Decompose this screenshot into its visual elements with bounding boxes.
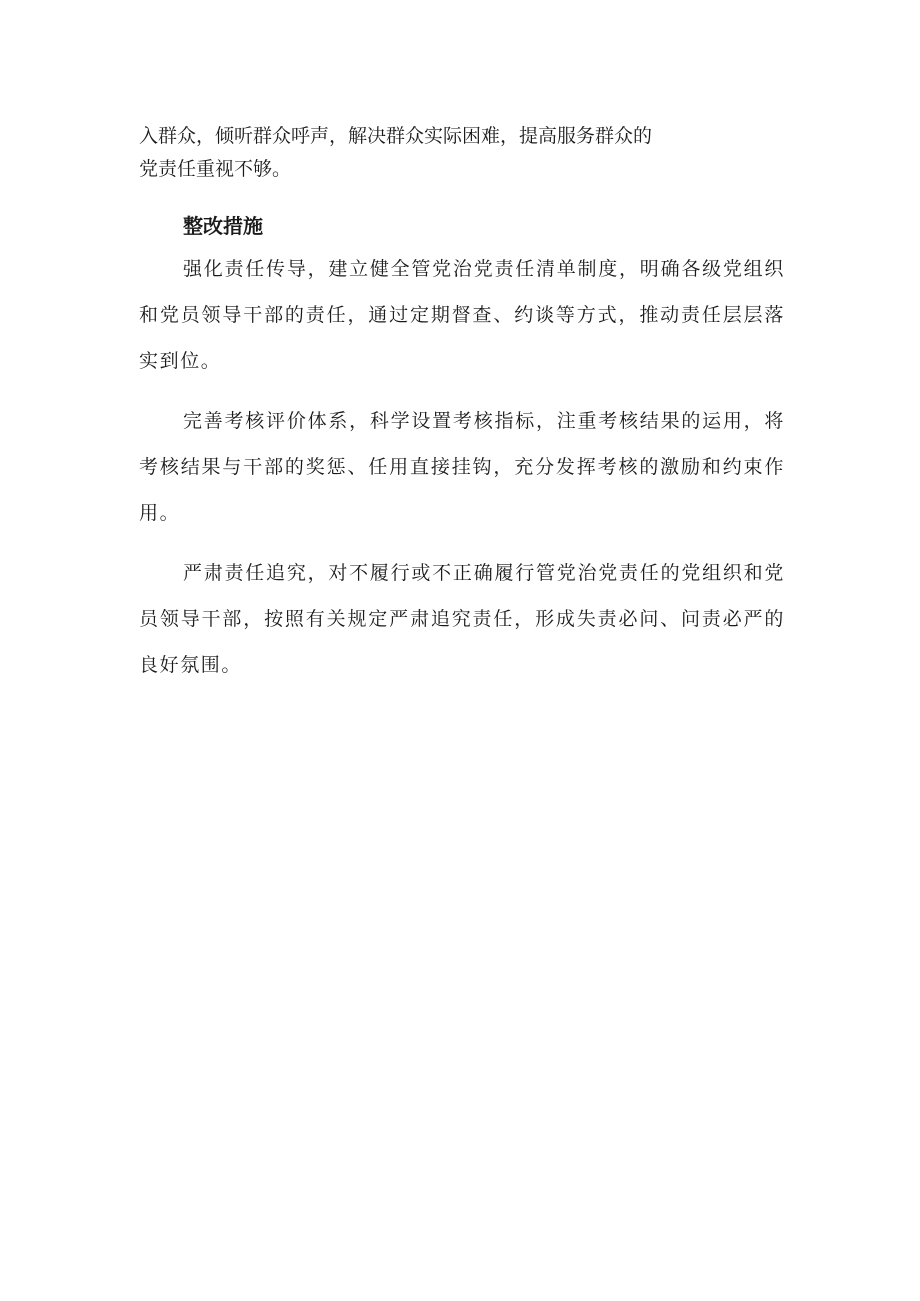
intro-line-1: 入群众，倾听群众呼声，解决群众实际困难，提高服务群众的 <box>139 125 653 147</box>
intro-line-2: 党责任重视不够。 <box>139 158 292 180</box>
document-body <box>139 120 785 688</box>
paragraph-assessment: 完善考核评价体系，科学设置考核指标，注重考核结果的运用，将考核结果与干部的奖惩、任用直接挂钩，充分发挥考核的激励和约束作用。 <box>139 410 785 524</box>
paragraph-responsibility: 强化责任传导，建立健全管党治党责任清单制度，明确各级党组织和党员领导干部的责任，通过定期督查、约谈等方式，推动责任层层落实到位。 <box>139 258 785 372</box>
section-heading: 整改措施 <box>183 214 263 238</box>
paragraph-accountability: 严肃责任追究，对不履行或不正确履行管党治党责任的党组织和党员领导干部，按照有关规定严肃追究责任，形成失责必问、问责必严的良好氛围。 <box>139 562 785 676</box>
